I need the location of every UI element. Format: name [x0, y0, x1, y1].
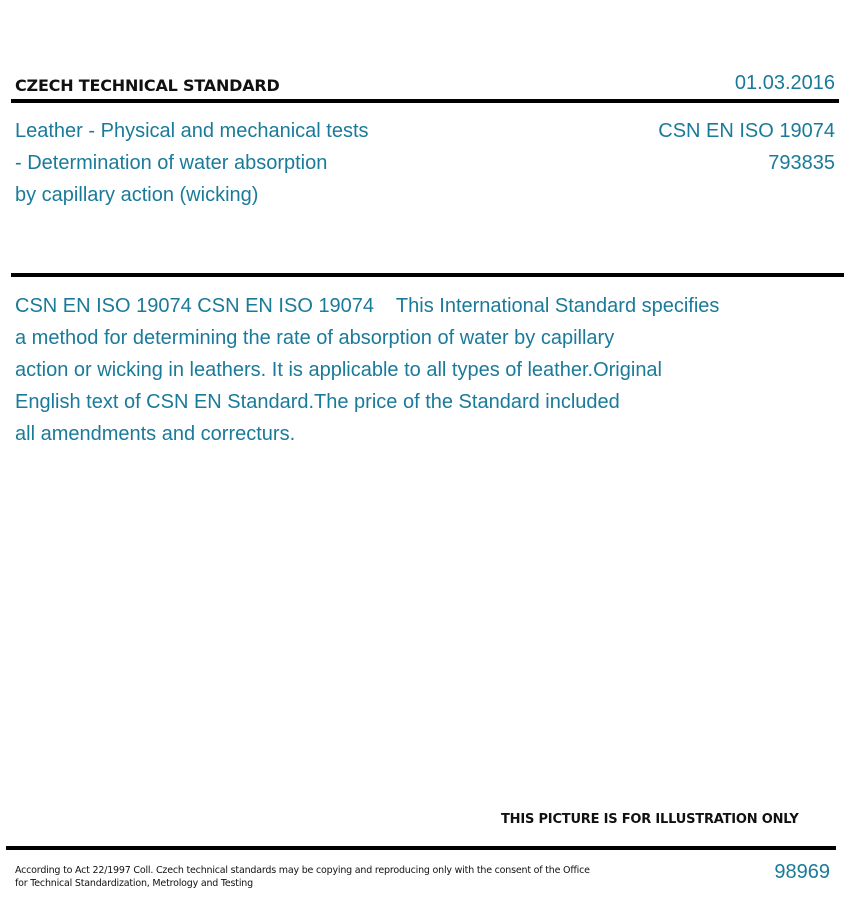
document-type-heading: CZECH TECHNICAL STANDARD [15, 76, 280, 95]
middle-divider [11, 273, 844, 277]
catalog-number: 793835 [768, 152, 835, 174]
standard-title [15, 115, 369, 211]
standard-code: CSN EN ISO 19074 [658, 120, 835, 142]
description-line: English text of CSN EN Standard.The price of the Standard included [15, 391, 620, 413]
description-line: a method for determining the rate of absorption of water by capillary [15, 327, 615, 349]
top-divider [11, 99, 839, 103]
standard-title-line: by capillary action (wicking) [15, 184, 259, 206]
standard-identifiers [658, 115, 835, 179]
description-line: action or wicking in leathers. It is applicable to all types of leather.Original [15, 359, 663, 381]
footer-number: 98969 [774, 861, 830, 883]
standard-description [15, 290, 805, 450]
legal-notice-line: According to Act 22/1997 Coll. Czech technical standards may be copying and reproducing only with the consent of the Office [15, 865, 590, 876]
legal-notice-line: for Technical Standardization, Metrology and Testing [15, 878, 253, 889]
description-line: CSN EN ISO 19074 CSN EN ISO 19074 This International Standard specifies [15, 295, 720, 317]
standard-title-line: Leather - Physical and mechanical tests [15, 120, 369, 142]
legal-notice [15, 864, 590, 890]
illustration-disclaimer: THIS PICTURE IS FOR ILLUSTRATION ONLY [501, 812, 799, 827]
bottom-divider [6, 846, 836, 850]
standard-title-line: - Determination of water absorption [15, 152, 328, 174]
publication-date: 01.03.2016 [734, 72, 835, 94]
description-line: all amendments and correcturs. [15, 423, 296, 445]
